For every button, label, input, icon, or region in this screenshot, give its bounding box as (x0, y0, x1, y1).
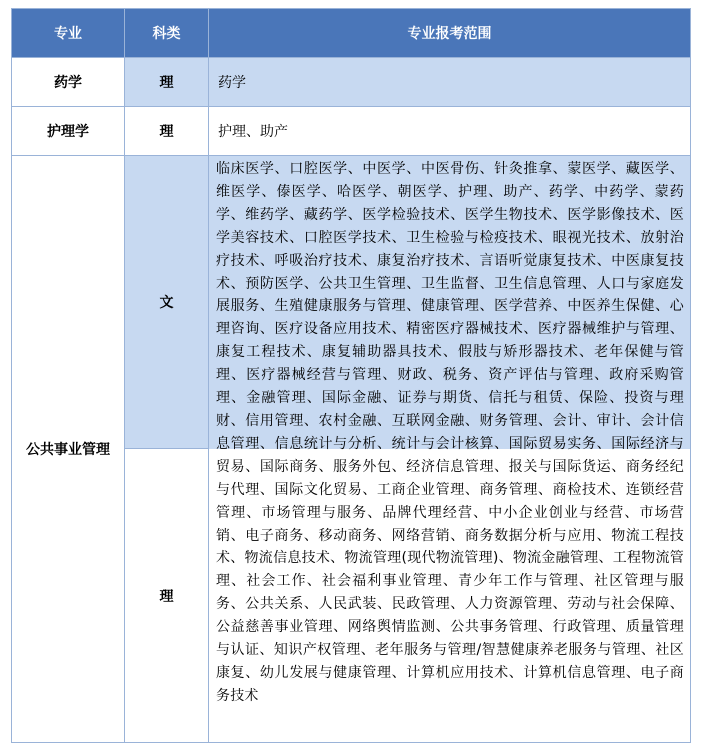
header-scope: 专业报考范围 (209, 9, 690, 58)
row-public-admin-scope: 临床医学、口腔医学、中医学、中医骨伤、针灸推拿、蒙医学、藏医学、维医学、傣医学、哈医学、朝医学、护理、助产、药学、中药学、蒙药学、维药学、藏药学、医学检验技术、医学生物技术、医学影像技术、医学美容技术、口腔医学技术、卫生检验与检疫技术、眼视光技术、放射治疗技术、呼吸治疗技术、康复治疗技术、言语听觉康复技术、中医康复技术、预防医学、公共卫生管理、卫生监督、卫生信息管理、人口与家庭发展服务、生殖健康服务与管理、健康管理、医学营养、中医养生保健、心理咨询、医疗设备应用技术、精密医疗器械技术、医疗器械维护与管理、康复工程技术、康复辅助器具技术、假肢与矫形器技术、老年保健与管理、医疗器械经营与管理、财政、税务、资产评估与管理、政府采购管理、金融管理、国际金融、证券与期货、信托与租赁、保险、投资与理财、信用管理、农村金融、互联网金融、财务管理、会计、审计、会计信息管理、信息统计与分析、统计与会计核算、国际贸易实务、国际经济与贸易、国际商务、服务外包、经济信息管理、报关与国际货运、商务经纪与代理、国际文化贸易、工商企业管理、商务管理、商检技术、连锁经营管理、市场管理与服务、品牌代理经营、中小企业创业与经营、市场营销、电子商务、移动商务、网络营销、商务数据分析与应用、物流工程技术、物流信息技术、物流管理(现代物流管理)、物流金融管理、工程物流管理、社会工作、社会福利事业管理、青少年工作与管理、社区管理与服务、公共关系、人民武装、民政管理、人力资源管理、劳动与社会保障、公益慈善事业管理、网络舆情监测、公共事务管理、行政管理、质量管理与认证、知识产权管理、老年服务与管理/智慧健康养老服务与管理、社区康复、幼儿发展与健康管理、计算机应用技术、计算机信息管理、电子商务技术 (216, 161, 684, 704)
row-pharmacy-scope: 药学 (209, 58, 690, 107)
row-nursing-major: 护理学 (12, 107, 125, 156)
row-nursing-scope: 护理、助产 (209, 107, 690, 156)
row-pharmacy-category: 理 (125, 58, 209, 107)
row-pharmacy-major: 药学 (12, 58, 125, 107)
row-public-admin-major: 公共事业管理 (12, 156, 125, 742)
major-scope-table (11, 8, 691, 743)
header-major: 专业 (12, 9, 125, 58)
header-category: 科类 (125, 9, 209, 58)
row-public-admin-category-science: 理 (125, 449, 209, 742)
row-public-admin-category-arts: 文 (125, 156, 209, 449)
row-nursing-category: 理 (125, 107, 209, 156)
